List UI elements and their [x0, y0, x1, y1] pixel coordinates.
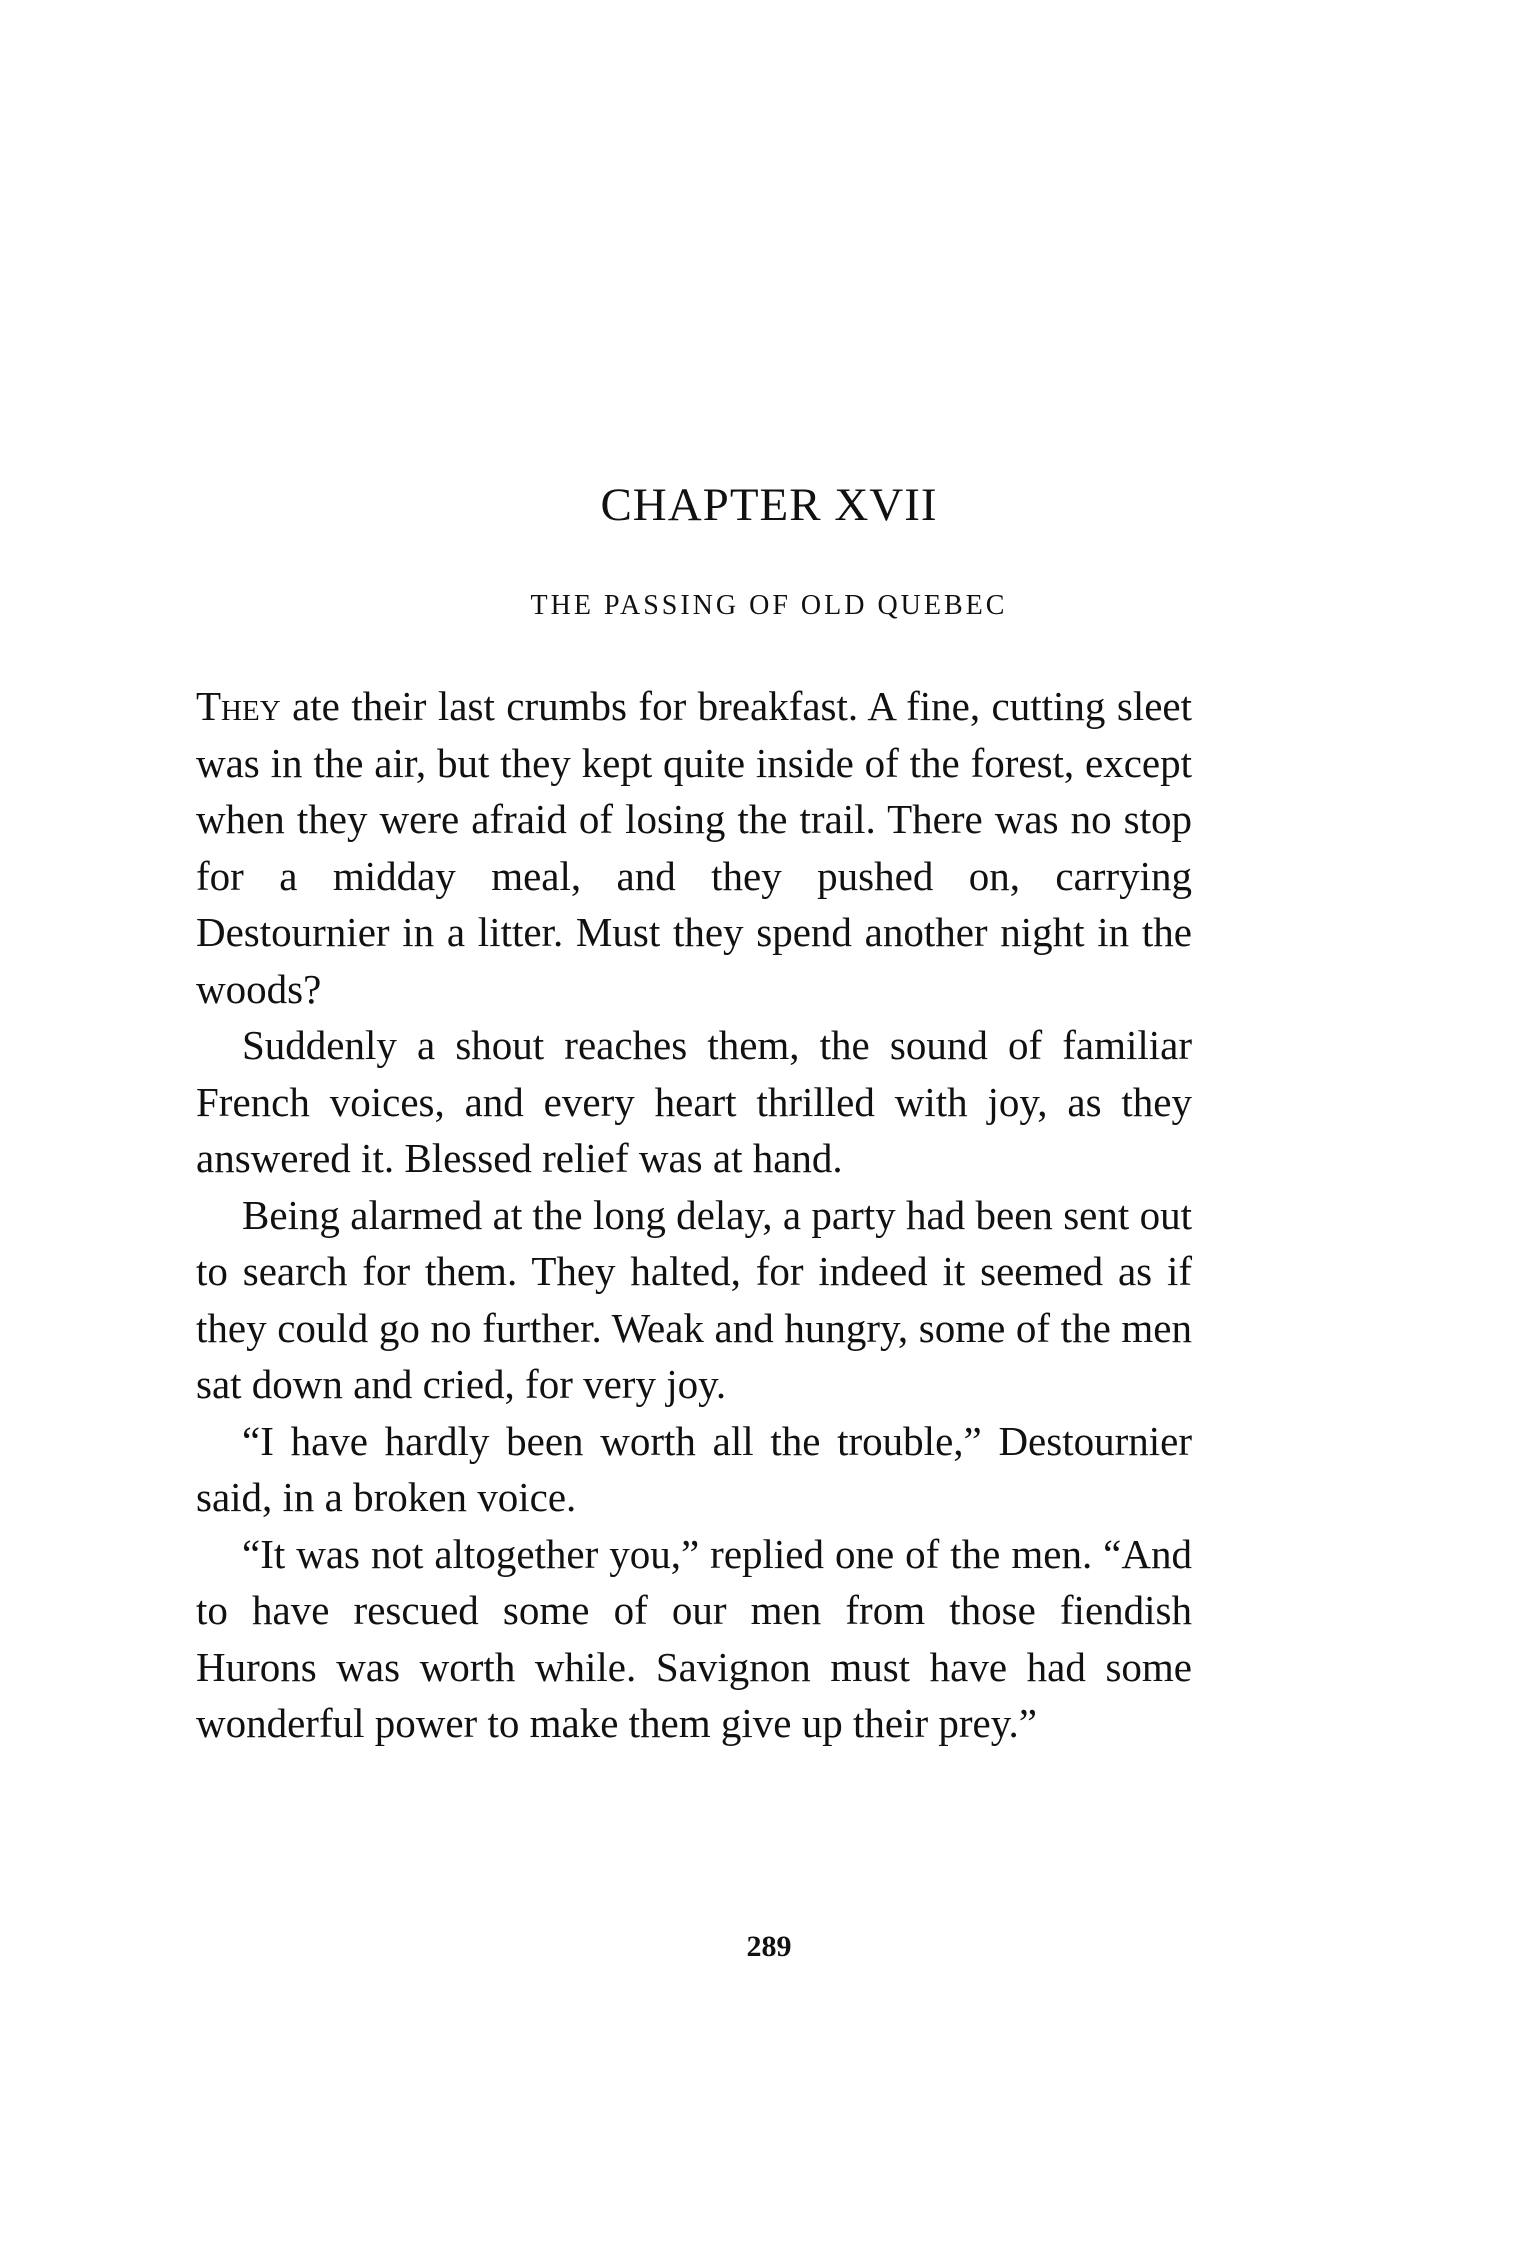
- paragraph-2: Suddenly a shout reaches them, the sound of familiar French voices, and every heart thrilled with joy, as they answered it. Blessed relief was at hand.: [196, 1022, 1192, 1181]
- paragraph-4: “I have hardly been worth all the trouble,” Destournier said, in a broken voice.: [196, 1417, 1192, 1520]
- paragraph-lead-word: They: [196, 683, 281, 729]
- page-number: 289: [746, 1930, 792, 1963]
- paragraph-5: “It was not altogether you,” replied one of the men. “And to have rescued some of our men from those fiendish Hurons was worth while. Savignon must have had some wonderful power to make them give up their prey.”: [196, 1530, 1192, 1746]
- paragraph-text: ate their last crumbs for breakfast. A fine, cutting sleet was in the air, but they kept quite inside of the forest, except when they were afraid of losing the trail. There was no stop for a midday meal, and they pushed on, carrying Destournier in a litter. Must they spend another night in the woods?: [196, 683, 1192, 1012]
- chapter-subtitle: THE PASSING OF OLD QUEBEC: [530, 590, 1008, 621]
- chapter-title: CHAPTER XVII: [600, 479, 938, 531]
- body-text: [196, 678, 1192, 1752]
- paragraph-1: [196, 678, 1192, 1017]
- paragraph-3: Being alarmed at the long delay, a party had been sent out to search for them. They halted, for indeed it seemed as if they could go no further. Weak and hungry, some of the men sat down and cried, for very joy.: [196, 1191, 1192, 1407]
